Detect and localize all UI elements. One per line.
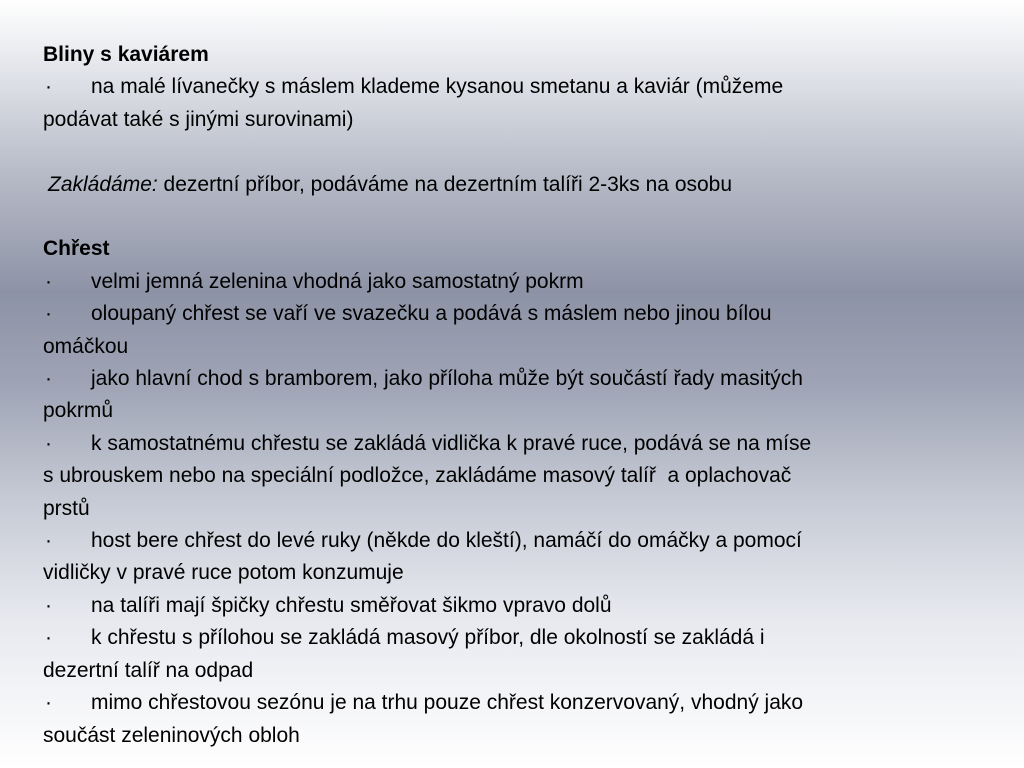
serving-note [43,169,943,201]
bullet-item [43,525,943,557]
bullet-continuation: vidličky v pravé ruce potom konzumuje [43,561,404,585]
bullet-item [43,687,943,719]
bullet-text: host bere chřest do levé ruky (někde do kleští), namáčí do omáčky a pomocí [91,529,802,553]
section-heading-bliny: Bliny s kaviárem [43,43,209,66]
bullet-marker: · [45,431,52,455]
spacer [43,201,943,233]
bullet-marker: · [45,269,52,293]
bullet-list-chrest [43,266,943,752]
bullet-marker: · [45,691,52,715]
bullet-marker: · [45,75,52,99]
bullet-text: oloupaný chřest se vaří ve svazečku a podává s máslem nebo jinou bílou [91,302,772,326]
bullet-marker: · [45,367,52,391]
bullet-item [43,363,943,395]
bullet-continuation: s ubrouskem nebo na speciální podložce, zakládáme masový talíř a oplachovač [43,464,792,488]
bullet-marker: · [45,302,52,326]
bullet-item [43,590,943,622]
bullet-text: na talíři mají špičky chřestu směřovat šikmo vpravo dolů [91,593,612,617]
bullet-continuation: pokrmů [43,399,114,423]
bullet-text: k chřestu s přílohou se zakládá masový příbor, dle okolností se zakládá i [91,626,765,650]
bullet-item [43,622,943,654]
bullet-marker: · [45,626,52,650]
bullet-continuation: omáčkou [43,334,129,358]
spacer [43,136,943,168]
bullet-item [43,71,943,103]
serving-note-text: dezertní příbor, podáváme na dezertním talíři 2-3ks na osobu [157,172,733,196]
serving-note-label: Zakládáme: [48,172,158,196]
bullet-text: mimo chřestovou sezónu je na trhu pouze chřest konzervovaný, vhodný jako [91,691,804,715]
bullet-continuation: dezertní talíř na odpad [43,658,254,682]
section-heading-chrest: Chřest [43,237,110,261]
bullet-marker: · [45,529,52,553]
bullet-item [43,428,943,460]
bullet-text: jako hlavní chod s bramborem, jako příloha může být součástí řady masitých [91,367,803,391]
bullet-list-bliny [43,71,943,136]
bullet-text: na malé lívanečky s máslem klademe kysanou smetanu a kaviár (můžeme [91,75,784,99]
slide-content [43,39,943,752]
bullet-continuation: prstů [43,496,90,520]
bullet-item [43,266,943,298]
bullet-text: velmi jemná zelenina vhodná jako samostatný pokrm [91,269,584,293]
bullet-marker: · [45,593,52,617]
bullet-continuation: podávat také s jinými surovinami) [43,107,354,131]
bullet-text: k samostatnému chřestu se zakládá vidlička k pravé ruce, podává se na míse [91,431,812,455]
bullet-item [43,298,943,330]
bullet-continuation: součást zeleninových obloh [43,723,300,747]
